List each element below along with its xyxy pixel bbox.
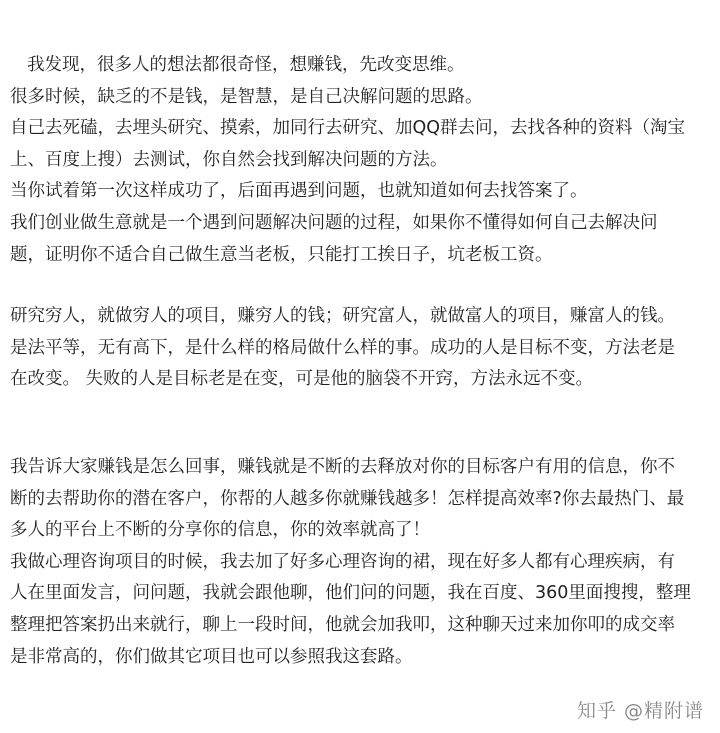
text-line: 断的去帮助你的潜在客户，你帮的人越多你就赚钱越多！怎样提高效率?你去最热门、最	[10, 488, 685, 509]
paragraph-1	[10, 50, 715, 271]
text-line: 是非常高的，你们做其它项目也可以参照我这套路。	[10, 646, 413, 667]
text-line: 我做心理咨询项目的时候，我去加了好多心理咨询的裙，现在好多人都有心理疾病，有	[10, 551, 675, 572]
paragraph-spacer	[10, 271, 715, 301]
text-line: 上、百度上搜）去测试，你自然会找到解决问题的方法。	[10, 149, 448, 170]
text-line: 整理把答案扔出来就行，聊上一段时间，他就会加我叩，这种聊天过来加你叩的成交率	[10, 614, 675, 635]
text-line: 我发现，很多人的想法都很奇怪，想赚钱，先改变思维。	[27, 55, 465, 75]
text-line: 在改变。 失败的人是目标老是在变，可是他的脑袋不开窍，方法永远不变。	[10, 369, 594, 390]
text-line: 自己去死磕，去埋头研究、摸索，加同行去研究、加QQ群去问，去找各种的资料（淘宝	[10, 118, 686, 139]
text-line: 人在里面发言，问问题，我就会跟他聊，他们问的问题，我在百度、360里面搜搜，整理	[10, 583, 691, 604]
paragraph-spacer	[10, 396, 715, 452]
zhihu-watermark: 知乎 @精附谱	[576, 700, 704, 722]
text-line: 很多时候，缺乏的不是钱，是智慧，是自己决解问题的思路。	[10, 86, 483, 107]
text-line: 题，证明你不适合自己做生意当老板，只能打工挨日子，坑老板工资。	[10, 244, 553, 265]
text-line: 当你试着第一次这样成功了，后面再遇到问题，也就知道如何去找答案了。	[10, 181, 588, 202]
text-line: 我告诉大家赚钱是怎么回事，赚钱就是不断的去释放对你的目标客户有用的信息，你不	[10, 456, 675, 477]
text-line: 我们创业做生意就是一个遇到问题解决问题的过程，如果你不懂得如何自己去解决问	[10, 212, 658, 233]
paragraph-3	[10, 452, 715, 673]
article-body	[10, 50, 715, 673]
text-line: 多人的平台上不断的分享你的信息，你的效率就高了！	[10, 520, 430, 541]
text-line: 研究穷人，就做穷人的项目，赚穷人的钱；研究富人，就做富人的项目，赚富人的钱。	[10, 306, 675, 327]
text-line: 是法平等，无有高下，是什么样的格局做什么样的事。成功的人是目标不变，方法老是	[10, 337, 675, 358]
paragraph-2	[10, 301, 715, 396]
